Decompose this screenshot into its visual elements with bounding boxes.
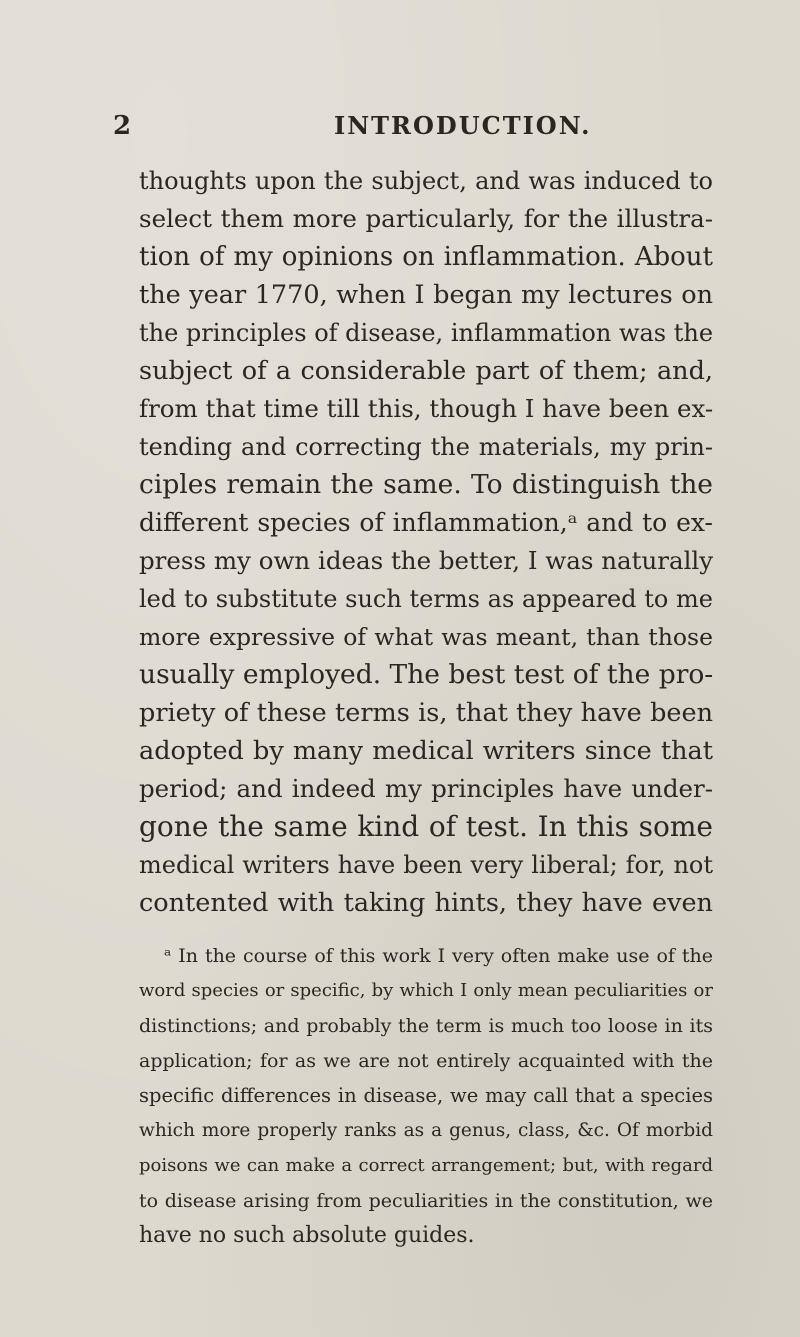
text-line: gone the same kind of test. In this some bbox=[139, 810, 713, 843]
text-line: medical writers have been very liberal; for, not bbox=[139, 851, 713, 879]
footnote-line: specific differences in disease, we may call that a species bbox=[139, 1084, 713, 1107]
text-line: more expressive of what was meant, than those bbox=[139, 623, 713, 651]
text-line: the principles of disease, inflammation was the bbox=[139, 319, 714, 347]
text-line: press my own ideas the better, I was naturally bbox=[139, 546, 714, 575]
text-line: adopted by many medical writers since that bbox=[139, 736, 713, 766]
footnote-line: ᵃ In the course of this work I very often make use of the bbox=[164, 945, 713, 967]
page-number: 2 bbox=[113, 111, 132, 141]
text-line: tending and correcting the materials, my prin- bbox=[139, 433, 713, 461]
text-line: from that time till this, though I have been ex- bbox=[139, 394, 714, 423]
footnote-line: distinctions; and probably the term is much too loose in its bbox=[139, 1015, 713, 1037]
text-line: led to substitute such terms as appeared to me bbox=[139, 585, 713, 613]
text-line: tion of my opinions on inflammation. About bbox=[139, 242, 713, 272]
text-line: select them more particularly, for the illustra- bbox=[139, 204, 713, 233]
text-line: priety of these terms is, that they have been bbox=[139, 698, 713, 728]
footnote-line: which more properly ranks as a genus, class, &c. Of morbid bbox=[139, 1120, 713, 1141]
footnote-line: application; for as we are not entirely acquainted with the bbox=[139, 1050, 713, 1072]
page-header bbox=[0, 108, 800, 144]
text-line: subject of a considerable part of them; and, bbox=[139, 356, 713, 386]
text-line: the year 1770, when I began my lectures on bbox=[139, 280, 713, 310]
text-line: thoughts upon the subject, and was induced to bbox=[139, 167, 713, 195]
text-line: contented with taking hints, they have even bbox=[139, 888, 713, 918]
text-line: period; and indeed my principles have under- bbox=[139, 774, 713, 803]
footnote-line: word species or specific, by which I only mean peculiarities or bbox=[139, 980, 713, 1001]
text-line: ciples remain the same. To distinguish the bbox=[139, 469, 713, 500]
footnote-line: to disease arising from peculiarities in the constitution, we bbox=[139, 1190, 713, 1212]
text-line: different species of inflammation,ᵃ and to ex- bbox=[139, 508, 713, 537]
footnote-line: poisons we can make a correct arrangement; but, with regard bbox=[139, 1155, 713, 1176]
text-line: usually employed. The best test of the pro- bbox=[139, 659, 714, 690]
footnote-line: have no such absolute guides. bbox=[139, 1223, 475, 1248]
running-head: INTRODUCTION. bbox=[334, 111, 592, 140]
